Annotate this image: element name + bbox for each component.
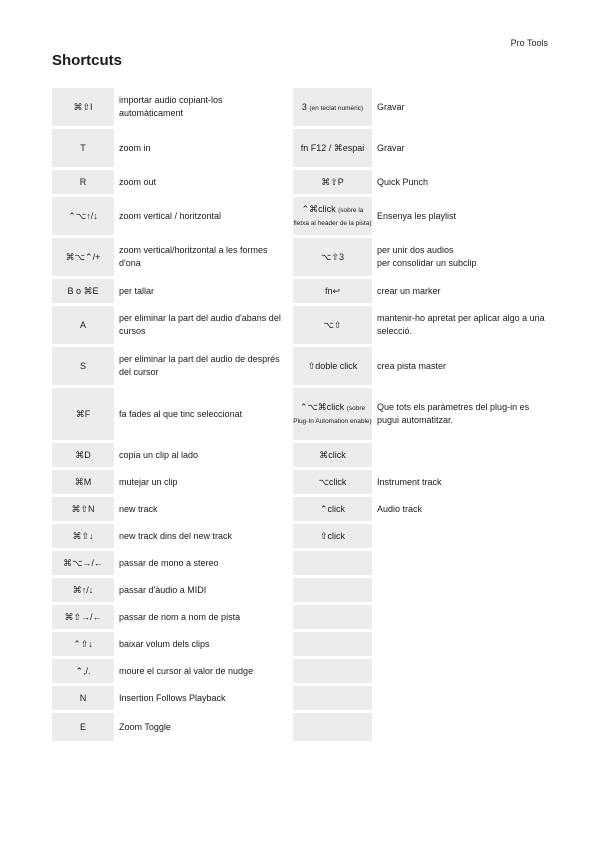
shortcut-description: zoom vertical/horitzontal a les formes d'ona <box>119 245 268 268</box>
shortcut-description: copia un clip al lado <box>119 449 199 460</box>
shortcut-row <box>52 686 289 710</box>
shortcut-description <box>372 659 549 683</box>
shortcut-description: zoom out <box>119 176 157 187</box>
shortcut-key <box>293 686 372 710</box>
shortcut-key <box>293 713 372 741</box>
shortcut-row <box>52 443 289 467</box>
shortcut-row <box>52 88 289 126</box>
shortcut-description: Quick Punch <box>377 176 429 187</box>
shortcut-description: fa fades al que tinc seleccionat <box>119 408 243 419</box>
shortcut-row <box>293 443 549 467</box>
shortcut-description: crear un marker <box>377 285 441 296</box>
shortcut-row <box>293 551 549 575</box>
shortcut-row <box>293 306 549 344</box>
shortcut-key <box>52 388 114 440</box>
shortcut-key <box>52 713 114 741</box>
shortcut-description: per eliminar la part del audio de després del cursor <box>119 354 280 377</box>
shortcut-key-text: ⌘↑/↓ <box>72 584 94 595</box>
shortcut-description <box>372 605 549 629</box>
shortcut-description <box>372 551 549 575</box>
shortcut-key <box>293 347 372 385</box>
shortcut-description: Gravar <box>377 142 405 153</box>
shortcut-row <box>293 88 549 126</box>
shortcut-key <box>293 197 372 235</box>
shortcut-key-text: A <box>79 319 86 330</box>
shortcut-key <box>52 632 114 656</box>
shortcut-key <box>293 551 372 575</box>
shortcut-key <box>293 170 372 194</box>
shortcut-description: importar audio copiant-los automàticament <box>119 95 223 118</box>
shortcut-key <box>52 524 114 548</box>
shortcut-key-text: R <box>79 176 87 187</box>
shortcut-key-text: B o ⌘E <box>67 285 99 296</box>
shortcut-key <box>52 129 114 167</box>
shortcut-description: Ensenya les playlist <box>377 210 457 221</box>
left-shortcut-table <box>52 85 289 744</box>
shortcut-key-text: 3 <box>301 101 307 112</box>
shortcut-row <box>52 632 289 656</box>
shortcut-row <box>52 605 289 629</box>
shortcut-description: Gravar <box>377 101 405 112</box>
shortcut-description: crea pista master <box>377 360 447 371</box>
shortcut-row <box>52 170 289 194</box>
shortcut-description: per eliminar la part del audio d'abans del cursos <box>119 313 281 336</box>
shortcut-description: passar de mono a stereo <box>119 557 219 568</box>
shortcut-description: moure el cursor al valor de nudge <box>119 665 254 676</box>
shortcut-row <box>293 197 549 235</box>
shortcut-key <box>293 497 372 521</box>
shortcut-row <box>52 347 289 385</box>
shortcut-row <box>52 279 289 303</box>
shortcut-key <box>52 551 114 575</box>
shortcut-key-note: (sobre la fletxa al header de la pista) <box>293 207 372 227</box>
shortcut-key <box>293 306 372 344</box>
shortcut-key-text: ⌥click <box>318 476 347 487</box>
shortcut-row <box>293 170 549 194</box>
shortcut-key-text: N <box>79 692 87 703</box>
shortcut-row <box>52 524 289 548</box>
shortcut-key-text: fn F12 / ⌘espai <box>300 142 365 153</box>
shortcut-row <box>52 388 289 440</box>
shortcut-description: passar de nom a nom de pista <box>119 611 241 622</box>
shortcut-row <box>293 347 549 385</box>
shortcut-key <box>52 88 114 126</box>
shortcut-key <box>52 470 114 494</box>
shortcut-key <box>52 238 114 276</box>
shortcut-description <box>372 443 549 467</box>
shortcut-key <box>52 443 114 467</box>
shortcut-key-text: ⌘⇧N <box>71 503 95 514</box>
shortcut-key <box>52 578 114 602</box>
shortcut-description: Insertion Follows Playback <box>119 692 226 703</box>
shortcut-key <box>293 524 372 548</box>
shortcut-key-text: fn↩ <box>324 285 341 296</box>
shortcut-key-text: ⌃click <box>319 503 346 514</box>
shortcut-row <box>293 524 549 548</box>
shortcut-key-text: ⌘⌥⌃/+ <box>65 251 101 262</box>
shortcut-key <box>52 347 114 385</box>
shortcut-key <box>52 197 114 235</box>
shortcut-key <box>293 659 372 683</box>
shortcut-row <box>52 497 289 521</box>
shortcut-key-text: ⌃,/. <box>75 665 91 676</box>
shortcut-row <box>293 632 549 656</box>
shortcut-key <box>293 578 372 602</box>
shortcut-key <box>52 605 114 629</box>
shortcut-key-text: ⌘⇧→/← <box>64 611 102 622</box>
shortcut-key-text: E <box>79 721 86 732</box>
shortcut-key <box>293 238 372 276</box>
shortcut-key-note: (en teclat numèric) <box>309 104 364 112</box>
shortcut-key <box>52 279 114 303</box>
shortcut-description: zoom in <box>119 142 151 153</box>
shortcut-row <box>52 659 289 683</box>
shortcut-row <box>293 713 549 741</box>
shortcut-description <box>372 632 549 656</box>
shortcut-row <box>293 578 549 602</box>
shortcut-key-text: ⇧doble click <box>307 360 358 371</box>
shortcut-key <box>293 279 372 303</box>
shortcut-description <box>372 686 549 710</box>
shortcut-row <box>293 129 549 167</box>
shortcut-description: Zoom Toggle <box>119 721 171 732</box>
shortcut-description: Instrument track <box>377 476 442 487</box>
shortcut-description: mutejar un clip <box>119 476 178 487</box>
shortcut-description <box>372 524 549 548</box>
shortcut-description: Que tots els paràmetres del plug-in es pugui automatitzar. <box>377 402 530 425</box>
shortcut-row <box>293 686 549 710</box>
shortcut-key <box>293 632 372 656</box>
shortcut-key <box>293 443 372 467</box>
shortcut-description <box>372 578 549 602</box>
shortcut-key-text: ⌃⌘click <box>301 204 336 214</box>
shortcut-row <box>293 279 549 303</box>
shortcut-key <box>293 470 372 494</box>
shortcut-key-text: T <box>80 142 86 153</box>
shortcut-description: baixar volum dels clips <box>119 638 210 649</box>
shortcut-key <box>293 129 372 167</box>
shortcut-key-text: ⌘⇧I <box>73 101 93 112</box>
shortcut-key-text: ⌘D <box>75 449 91 460</box>
shortcut-key <box>52 170 114 194</box>
shortcut-description: per unir dos audios per consolidar un subclip <box>377 245 477 268</box>
page-title: Shortcuts <box>52 52 123 69</box>
shortcut-description: new track dins del new track <box>119 530 233 541</box>
shortcut-key <box>293 88 372 126</box>
shortcut-key <box>52 686 114 710</box>
shortcut-description: new track <box>119 503 158 514</box>
shortcut-description <box>372 713 549 741</box>
shortcut-row <box>293 497 549 521</box>
shortcut-row <box>52 129 289 167</box>
shortcut-key <box>293 388 372 440</box>
shortcut-key <box>52 497 114 521</box>
shortcut-description: passar d'àudio a MIDI <box>119 584 207 595</box>
app-label: Pro Tools <box>510 38 548 48</box>
shortcut-key <box>52 306 114 344</box>
shortcut-row <box>293 238 549 276</box>
shortcut-key-text: ⌘M <box>74 476 92 487</box>
shortcut-row <box>293 659 549 683</box>
shortcut-key-text: ⌘click <box>319 449 346 460</box>
shortcut-key-text: ⌘F <box>75 408 91 419</box>
shortcut-key-text: ⇧click <box>319 530 346 541</box>
shortcut-key-text: ⌘⇧P <box>321 176 344 187</box>
shortcut-key-text: ⌥⇧3 <box>321 251 344 262</box>
right-shortcut-table <box>293 85 549 744</box>
shortcut-row <box>52 238 289 276</box>
shortcut-description: per tallar <box>119 285 155 296</box>
shortcut-key <box>52 659 114 683</box>
shortcut-description: zoom vertical / horitzontal <box>119 210 222 221</box>
shortcut-description: mantenir-ho apretat per aplicar algo a una selecció. <box>377 313 545 336</box>
shortcut-row <box>52 713 289 741</box>
shortcut-row <box>293 605 549 629</box>
shortcut-key-text: ⌃⌥⌘click <box>299 402 345 412</box>
shortcut-key-text: ⌃⇧↓ <box>73 638 93 649</box>
shortcut-key <box>293 605 372 629</box>
shortcut-key-text: ⌘⌥→/← <box>63 557 103 568</box>
shortcut-description: Audio track <box>377 503 423 514</box>
shortcut-row <box>52 306 289 344</box>
shortcut-key-text: S <box>79 360 86 371</box>
shortcut-row <box>293 388 549 440</box>
shortcut-row <box>52 470 289 494</box>
shortcut-row <box>293 470 549 494</box>
shortcut-key-text: ⌥⇧ <box>323 319 342 330</box>
shortcut-key-text: ⌘⇧↓ <box>72 530 94 541</box>
shortcut-key-note: (sobre Plug-In Automation enable) <box>293 405 372 425</box>
shortcut-row <box>52 551 289 575</box>
shortcut-key-text: ⌃⌥↑/↓ <box>68 210 98 221</box>
shortcut-row <box>52 578 289 602</box>
shortcut-row <box>52 197 289 235</box>
